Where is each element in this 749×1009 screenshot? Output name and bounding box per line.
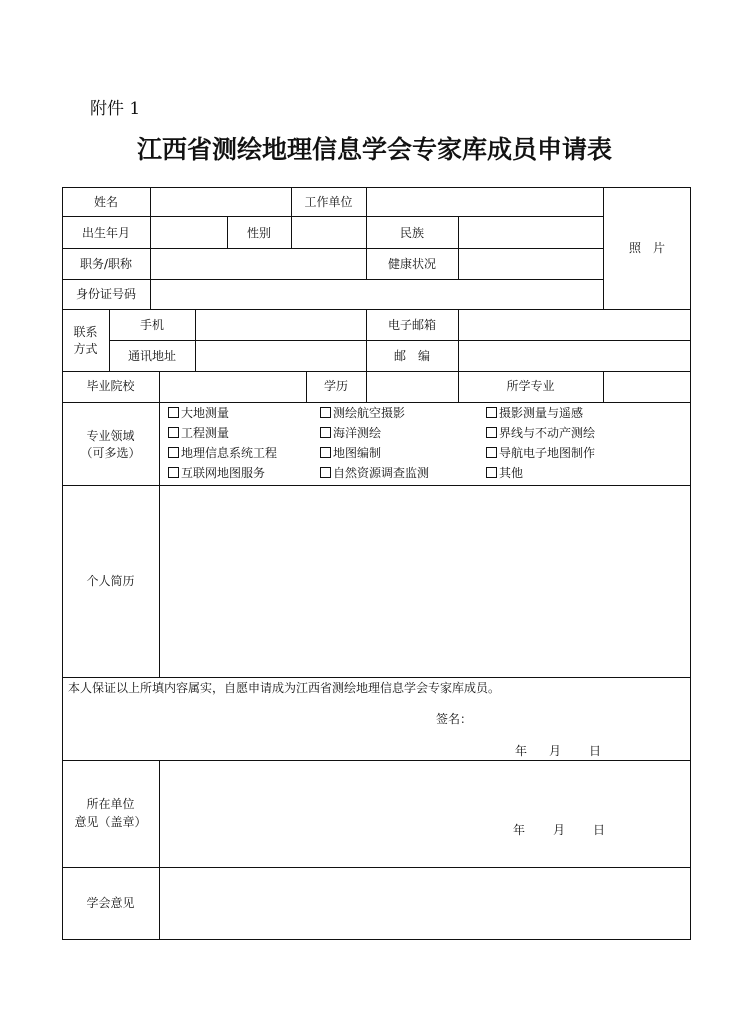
label-email: 电子邮箱 — [387, 318, 436, 332]
option-natural-resources[interactable]: 自然资源调查监测 — [320, 466, 429, 480]
ethnicity-field[interactable] — [459, 217, 603, 248]
label-gender: 性别 — [246, 226, 271, 240]
mobile-field[interactable] — [196, 310, 366, 340]
label-field-1: 专业领域 — [86, 429, 135, 443]
checkbox-icon — [486, 407, 497, 418]
label-mobile: 手机 — [139, 318, 164, 332]
option-navigation-map[interactable]: 导航电子地图制作 — [486, 446, 595, 460]
gender-field[interactable] — [292, 217, 366, 248]
label-contact-2: 方式 — [73, 342, 98, 356]
postcode-field[interactable] — [459, 341, 691, 371]
checkbox-icon — [486, 427, 497, 438]
unit-date-year-label: 年 — [513, 823, 526, 837]
checkbox-icon — [168, 447, 179, 458]
health-field[interactable] — [459, 249, 603, 279]
attachment-label: 附件 1 — [90, 99, 141, 119]
date-day-label: 日 — [589, 744, 602, 758]
option-boundary[interactable]: 界线与不动产测绘 — [486, 426, 595, 440]
option-photogrammetry[interactable]: 摄影测量与遥感 — [486, 406, 583, 420]
label-photo: 照 片 — [628, 241, 665, 255]
label-position: 职务/职称 — [79, 257, 133, 271]
label-resume: 个人简历 — [86, 574, 135, 588]
checkbox-icon — [486, 467, 497, 478]
email-field[interactable] — [459, 310, 691, 340]
checkbox-icon — [320, 407, 331, 418]
position-field[interactable] — [151, 249, 366, 279]
name-field[interactable] — [151, 188, 291, 216]
label-ethnicity: 民族 — [399, 226, 424, 240]
label-health: 健康状况 — [387, 257, 436, 271]
option-cartography[interactable]: 地图编制 — [320, 446, 381, 460]
page-title: 江西省测绘地理信息学会专家库成员申请表 — [136, 135, 612, 164]
work-unit-field[interactable] — [367, 188, 603, 216]
label-unit-opinion-2: 意见（盖章） — [74, 815, 147, 829]
date-year-label: 年 — [515, 744, 528, 758]
checkbox-icon — [486, 447, 497, 458]
unit-opinion-field[interactable] — [160, 761, 691, 867]
checkbox-icon — [168, 467, 179, 478]
label-id-number: 身份证号码 — [75, 287, 136, 301]
label-birth: 出生年月 — [81, 226, 130, 240]
signature-field[interactable] — [472, 706, 622, 728]
option-aerial-photo[interactable]: 测绘航空摄影 — [320, 406, 405, 420]
label-unit-opinion-1: 所在单位 — [86, 797, 135, 811]
school-field[interactable] — [160, 372, 306, 402]
id-number-field[interactable] — [151, 280, 603, 309]
label-field-2: （可多选） — [80, 446, 141, 460]
resume-field[interactable] — [160, 486, 691, 677]
option-engineering[interactable]: 工程测量 — [168, 426, 229, 440]
option-other[interactable]: 其他 — [486, 466, 523, 480]
address-field[interactable] — [196, 341, 366, 371]
label-school: 毕业院校 — [86, 379, 135, 393]
checkbox-icon — [168, 427, 179, 438]
checkbox-icon — [320, 447, 331, 458]
label-contact-1: 联系 — [73, 325, 98, 339]
option-geodesy[interactable]: 大地测量 — [168, 406, 229, 420]
label-society-opinion: 学会意见 — [86, 896, 135, 910]
date-month-label: 月 — [549, 744, 562, 758]
checkbox-icon — [320, 427, 331, 438]
label-postcode: 邮 编 — [393, 349, 430, 363]
education-field[interactable] — [367, 372, 458, 402]
unit-date-day-label: 日 — [593, 823, 606, 837]
unit-date-month-label: 月 — [553, 823, 566, 837]
major-field[interactable] — [604, 372, 691, 402]
option-marine[interactable]: 海洋测绘 — [320, 426, 381, 440]
birth-field[interactable] — [151, 217, 227, 248]
label-name: 姓名 — [93, 195, 118, 209]
label-education: 学历 — [323, 379, 348, 393]
checkbox-icon — [168, 407, 179, 418]
checkbox-icon — [320, 467, 331, 478]
label-work-unit: 工作单位 — [304, 195, 353, 209]
option-internet-map[interactable]: 互联网地图服务 — [168, 466, 265, 480]
label-signature: 签名： — [436, 712, 473, 726]
option-gis[interactable]: 地理信息系统工程 — [168, 446, 277, 460]
declaration-text: 本人保证以上所填内容属实，自愿申请成为江西省测绘地理信息学会专家库成员。 — [68, 681, 501, 695]
label-major: 所学专业 — [506, 379, 555, 393]
label-address: 通讯地址 — [127, 349, 176, 363]
society-opinion-field[interactable] — [160, 868, 691, 940]
